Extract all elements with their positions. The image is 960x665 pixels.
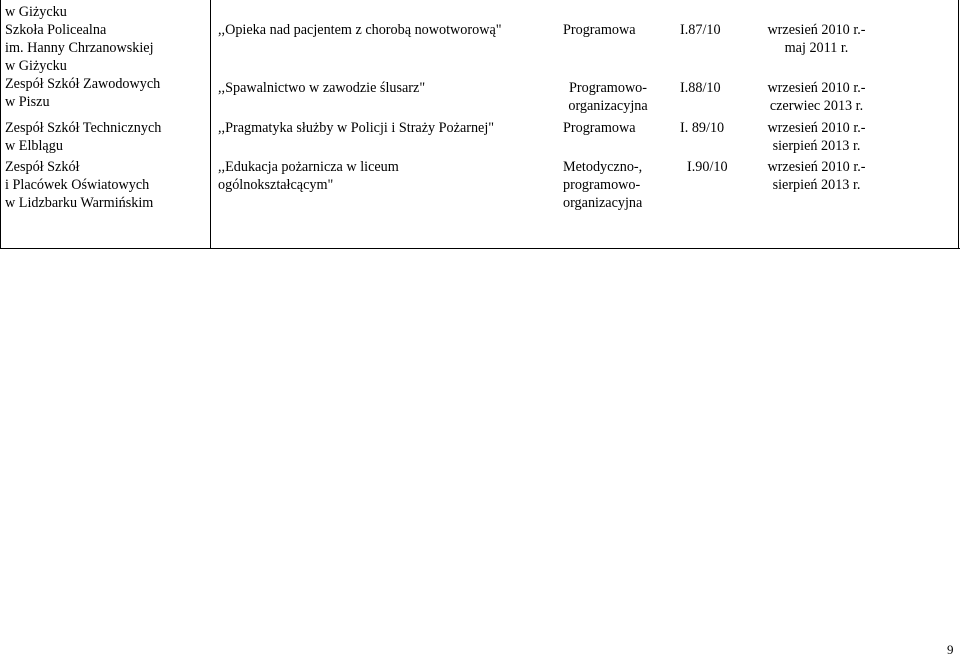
page-number: 9 xyxy=(947,642,954,657)
school-cell: Zespół Szkół Zawodowych w Piszu xyxy=(5,76,161,110)
program-number-cell: I. 89/10 xyxy=(680,120,725,136)
table-border-bottom xyxy=(0,248,960,249)
program-table xyxy=(0,0,960,250)
program-number-cell: I.90/10 xyxy=(687,159,728,175)
school-cell: Zespół Szkół Technicznych w Elblągu xyxy=(5,120,162,154)
school-cell: Zespół Szkół i Placówek Oświatowych w Lidzbarku Warmińskim xyxy=(5,159,154,211)
program-type-cell: Programowa xyxy=(563,120,636,136)
program-period-cell: wrzesień 2010 r.- sierpień 2013 r. xyxy=(767,120,866,154)
program-name-cell: ,,Edukacja pożarnicza w liceum ogólnokształcącym" xyxy=(218,159,399,193)
program-name-cell: ,,Opieka nad pacjentem z chorobą nowotworową" xyxy=(218,22,502,38)
program-name-cell: ,,Spawalnictwo w zawodzie ślusarz" xyxy=(218,80,426,96)
program-number-cell: I.88/10 xyxy=(680,80,721,96)
program-period-cell: wrzesień 2010 r.- sierpień 2013 r. xyxy=(767,159,866,193)
table-border-left xyxy=(0,0,1,249)
table-border-right xyxy=(958,0,959,249)
program-period-cell: wrzesień 2010 r.- maj 2011 r. xyxy=(767,22,866,56)
program-type-cell: Metodyczno-, programowo- organizacyjna xyxy=(563,159,643,211)
program-period-cell: wrzesień 2010 r.- czerwiec 2013 r. xyxy=(767,80,866,114)
program-type-cell: Programowo- organizacyjna xyxy=(568,80,648,114)
program-name-cell: ,,Pragmatyka służby w Policji i Straży Pożarnej" xyxy=(218,120,495,136)
program-type-cell: Programowa xyxy=(563,22,636,38)
program-number-cell: I.87/10 xyxy=(680,22,721,38)
school-cell: w Giżycku Szkoła Policealna im. Hanny Chrzanowskiej w Giżycku xyxy=(5,4,154,74)
table-divider xyxy=(210,0,211,249)
